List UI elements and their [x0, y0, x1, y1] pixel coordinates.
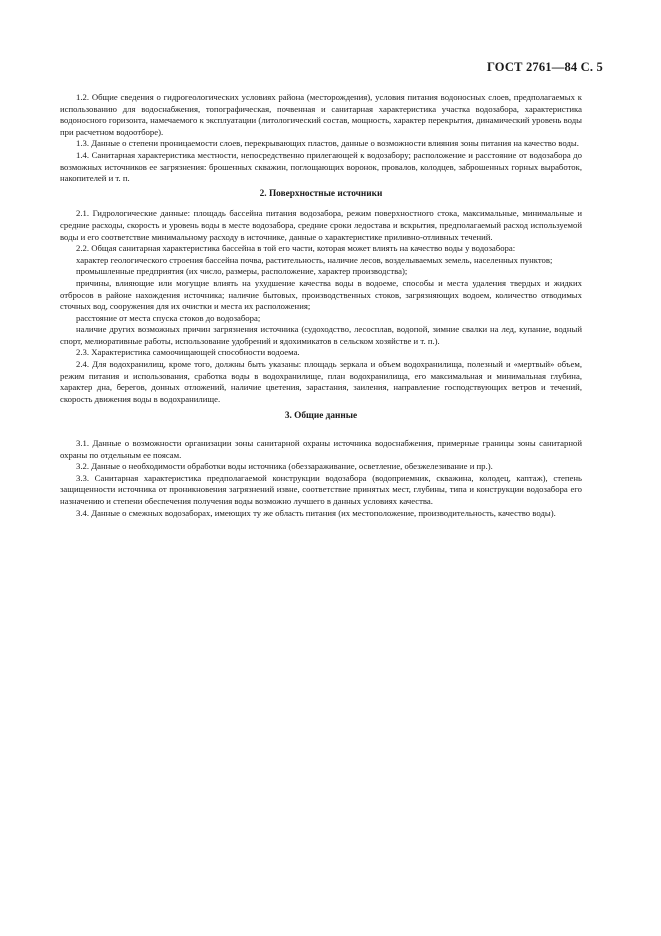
- list-item-industry: промышленные предприятия (их число, размеры, расположение, характер производства);: [76, 266, 408, 277]
- paragraph-1-2: 1.2. Общие сведения о гидрогеологических условиях района (месторождения), условия питания водоносных слоев, предполагаемых к использованию для водоснабжения, топографическая, почвенная и санитарная характеристика участка водозабора, характеристика водоносного горизонта, намечаемого к эксплуатации (литологический состав, мощность, характер перекрытия, динамический уровень воды при расчетном водоотборе).: [60, 92, 582, 137]
- paragraph-3-4: 3.4. Данные о смежных водозаборах, имеющих ту же область питания (их местоположение, производительность, качество воды).: [76, 507, 556, 518]
- paragraph-2-2: 2.2. Общая санитарная характеристика бассейна в той его части, которая может влиять на качество воды у водозабора:: [76, 243, 516, 254]
- document-body: [60, 92, 582, 519]
- list-item-other-causes: наличие других возможных причин загрязнения источника (судоходство, лесосплав, водопой, зимние свалки на лед, купание, водный спорт, мелиоративные работы, использование удобрений и ядохимикатов в сельском хозяйстве и т. п.).: [60, 324, 582, 346]
- list-item-geology: характер геологического строения бассейна почва, растительность, наличие лесов, возделываемых земель, населенных пунктов;: [76, 254, 553, 265]
- paragraph-2-1: 2.1. Гидрологические данные: площадь бассейна питания водозабора, режим поверхностного стока, максимальные, минимальные и средние расходы, скорость и уровень воды в месте водозабора, средние сроки ледостава и вскрытия, предполагаемый расход используемой воды и его соответствие минимальному расходу в источнике, данные о характеристике приливно-отливных течений.: [60, 208, 582, 242]
- section-2-heading: 2. Поверхностные источники: [259, 188, 383, 199]
- paragraph-2-3: 2.3. Характеристика самоочищающей способности водоема.: [76, 347, 300, 358]
- list-item-causes: причины, влияющие или могущие влиять на ухудшение качества воды в водоеме, способы и места удаления твердых и жидких отбросов в районе нахождения источника; наличие бытовых, производственных стоков, загрязняющих водоем, количество отводимых сточных вод, сооружения для их очистки и места их расположения;: [60, 277, 582, 312]
- paragraph-1-3: 1.3. Данные о степени проницаемости слоев, перекрывающих пластов, данные о возможности влияния зоны питания на качество воды.: [76, 138, 579, 149]
- page-header: ГОСТ 2761—84 С. 5: [486, 60, 603, 74]
- section-3-heading: 3. Общие данные: [284, 411, 358, 422]
- list-item-distance: расстояние от места спуска стоков до водозабора;: [76, 312, 261, 323]
- paragraph-3-1: 3.1. Данные о возможности организации зоны санитарной охраны источника водоснабжения, примерные границы зоны санитарной охраны по отдельным ее поясам.: [60, 438, 582, 460]
- paragraph-3-3: 3.3. Санитарная характеристика предполагаемой конструкции водозабора (водоприемник, скважина, колодец, каптаж), степень защищенности источника от проникновения загрязнений извне, соответствие принятых мест, глубины, типа и конструкции водозабора его назначению и степени обеспечения получения воды возможно лучшего в данных условиях качества.: [60, 472, 582, 506]
- paragraph-2-4: 2.4. Для водохранилищ, кроме того, должны быть указаны: площадь зеркала и объем водохранилища, полезный и «мертвый» объем, режим питания и использования, сработка воды в водохранилище, план водохранилища, его максимальная и минимальная глубина, характер дна, берегов, донных отложений, наличие цветения, зарастания, заиления, направление господствующих ветров и течений, скорость движения воды в водохранилище.: [60, 359, 582, 404]
- paragraph-1-4: 1.4. Санитарная характеристика местности, непосредственно прилегающей к водозабору; расположение и расстояние от водозабора до возможных источников ее загрязнения: брошенных скважин, поглощающих воронок, провалов, колодцев, заброшенных горных выработок, накопителей и т. п.: [60, 149, 582, 184]
- paragraph-3-2: 3.2. Данные о необходимости обработки воды источника (обеззараживание, осветление, обезжелезивание и пр.).: [76, 461, 493, 472]
